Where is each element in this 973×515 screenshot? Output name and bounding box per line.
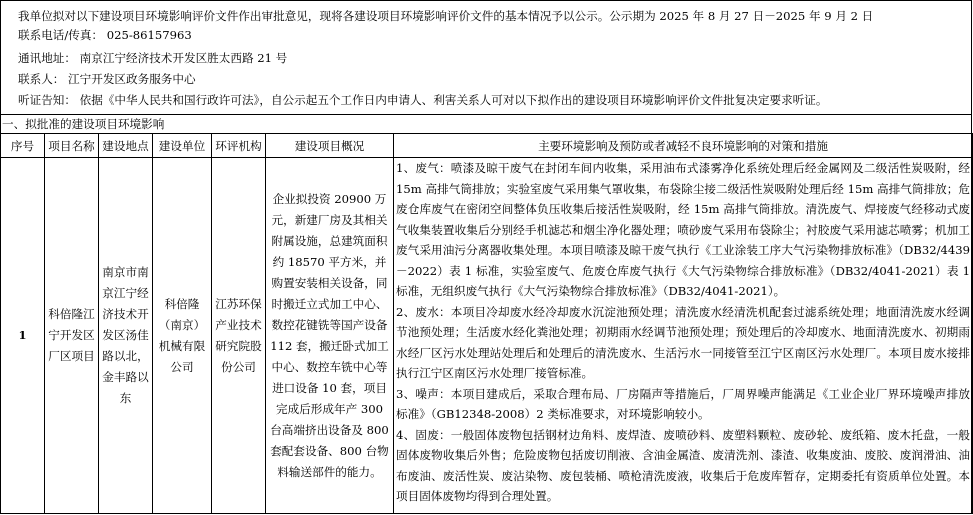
cell-location: 南京市南京江宁经济技术开发区汤佳路以北，金丰路以东 [99, 158, 153, 514]
header-agency: 环评机构 [212, 134, 266, 158]
cell-summary: 企业拟投资 20900 万元，新建厂房及其相关附属设施，总建筑面积约 18570 平方米，并购置安装相关设备，同时搬迁立式加工中心、数控花键铣等国产设备 112 套，搬迁卧式加工中心、数控车铣中心等进口设备 10 套，项目完成后形成年产 300 台高端挤出设备及 800 套配套设备、800 台物料输送部件的能力。 [266, 158, 394, 514]
measure-noise: 3、噪声：本项目建成后，采取合理布局、厂房隔声等措施后，厂周界噪声能满足《工业企业厂界环境噪声排放标准》（GB12348-2008）2 类标准要求，对环境影响较小。 [396, 386, 970, 421]
measure-exhaust-gas: 1、废气：喷漆及晾干废气在封闭车间内收集，采用油布式漆雾净化系统处理后经金属网及二级活性炭吸附，经 15m 高排气筒排放；实验室废气采用集气罩收集，布袋除尘接二级活性炭吸附处理后经 15m 高排气筒排放；危废仓库废气在密闭空间整体负压收集后接活性炭吸附，经 15m 高排气筒排放。清洗废气、焊接废气经移动式废气收集装置收集后分别经手机滤芯和烟尘净化器处理；喷砂废气采用布袋除尘；衬胶废气采用滤芯喷雾；机加工废气采用油污分离器收集处理。本项目喷漆及晾干废气执行《工业涂装工序大气污染物排放标准》（DB32/4439－2022）表 1 标准，实验室废气、危废仓库废气执行《大气污染物综合排放标准》（DB32/4041-2021）表 1 标准，无组织废气执行《大气污染物综合排放标准》（DB32/4041-2021）。 [396, 161, 970, 298]
header-unit: 建设单位 [153, 134, 212, 158]
cell-project-name: 科倍隆江宁开发区厂区项目 [45, 158, 99, 514]
header-project-name: 项目名称 [45, 134, 99, 158]
hearing-notice: 听证告知： 依据《中华人民共和国行政许可法》，自公示起五个工作日内申请人、利害关系人可对以下拟作出的建设项目环境影响评价文件批复决定要求听证。 [18, 93, 828, 107]
measure-solid-waste: 4、固废：一般固体废物包括钢材边角料、废焊渣、废喷砂料、废塑料颗粒、废砂轮、废纸箱、废木托盘，一般固体废物收集后外售；危险废物包括废切削液、含油金属渣、废清洗剂、漆渣、收集废油、废胶、废润滑油、油布废油、废活性炭、废沾染物、废包装桶、喷枪清洗废液，收集后于危废库暂存，定期委托有资质单位处置。本项目固体废物均得到合理处置。 [396, 427, 970, 503]
measure-wastewater: 2、废水：本项目冷却废水经冷却废水沉淀池预处理；清洗废水经清洗机配套过滤系统处理；地面清洗废水经调节池预处理；生活废水经化粪池处理；初期雨水经调节池预处理；预处理后的冷却废水、地面清洗废水、初期雨水经厂区污水处理站处理后和处理后的清洗废水、生活污水一同接管至江宁区南区污水处理厂。本项目废水接排执行江宁区南区污水处理厂接管标准。 [396, 304, 970, 380]
table-header-row [1, 134, 973, 158]
notice-intro: 我单位拟对以下建设项目环境影响评价文件作出审批意见，现将各建设项目环境影响评价文件的基本情况予以公示。公示期为 2025 年 8 月 27 日－2025 年 9 月 2 日 [18, 9, 874, 23]
cell-seq: 1 [1, 158, 45, 514]
header-seq: 序号 [1, 134, 45, 158]
contact-phone: 联系电话/传真： 025-86157963 [18, 28, 192, 42]
cell-measures [394, 158, 973, 514]
table-row [1, 158, 973, 514]
project-table [0, 133, 973, 514]
contact-address: 通讯地址： 南京江宁经济技术开发区胜太西路 21 号 [18, 51, 288, 65]
section-title: 一、拟批准的建设项目环境影响 [0, 114, 972, 133]
contact-person: 联系人： 江宁开发区政务服务中心 [18, 72, 196, 86]
header-location: 建设地点 [99, 134, 153, 158]
header-measures: 主要环境影响及预防或者减轻不良环境影响的对策和措施 [394, 134, 973, 158]
cell-unit: 科倍隆（南京）机械有限公司 [153, 158, 212, 514]
cell-agency: 江苏环保产业技术研究院股份公司 [212, 158, 266, 514]
header-summary: 建设项目概况 [266, 134, 394, 158]
